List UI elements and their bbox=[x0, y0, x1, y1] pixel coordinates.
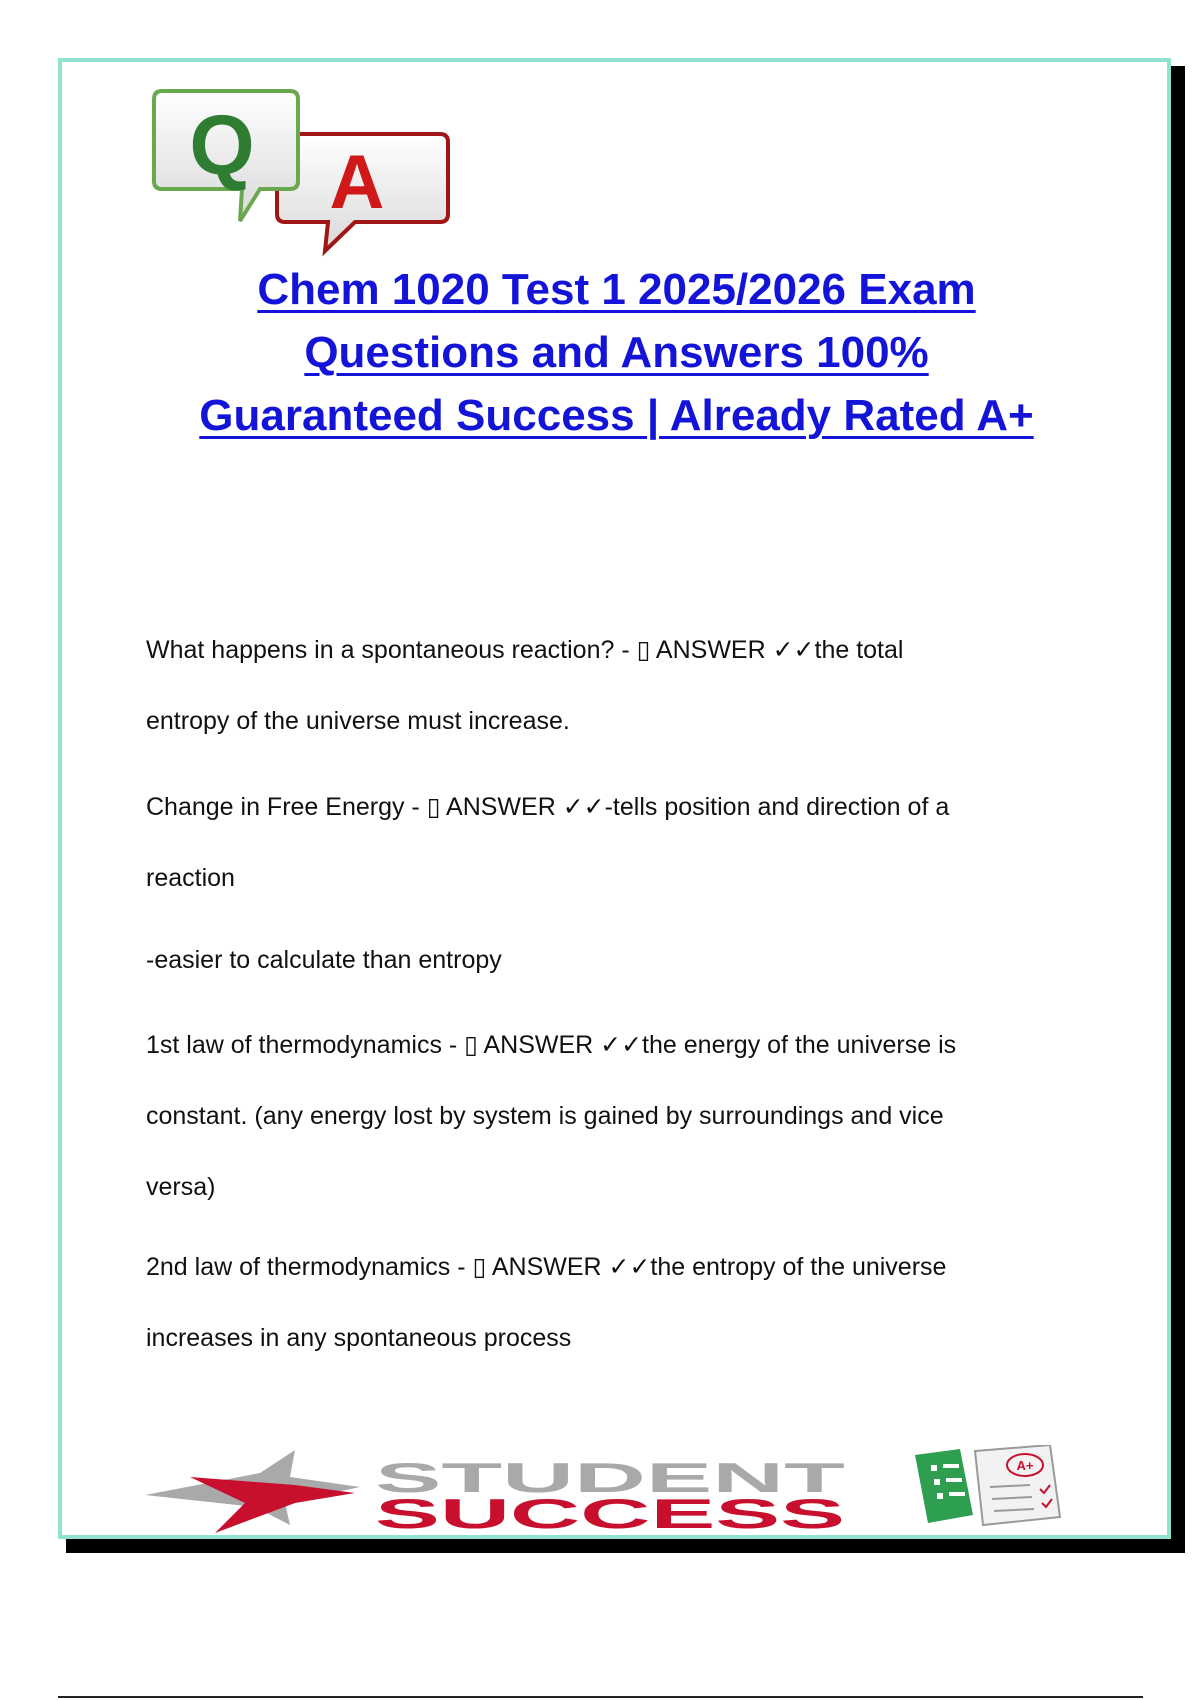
green-document-icon bbox=[915, 1449, 973, 1523]
qa-line: -easier to calculate than entropy bbox=[146, 946, 502, 974]
title-line-2: Questions and Answers 100% bbox=[304, 328, 929, 377]
qa-item-first-law bbox=[146, 1010, 1086, 1223]
qa-line: 2nd law of thermodynamics - ▯ ANSWER ✓✓the entropy of the universe bbox=[146, 1253, 947, 1281]
brand-word-success: SUCCESS bbox=[375, 1490, 845, 1535]
qa-line: reaction bbox=[146, 864, 235, 892]
brand-word-student: STUDENT bbox=[375, 1454, 846, 1501]
graded-paper-icon bbox=[975, 1445, 1060, 1525]
qa-item-second-law bbox=[146, 1232, 1086, 1374]
qa-line: entropy of the universe must increase. bbox=[146, 707, 570, 735]
qa-line: increases in any spontaneous process bbox=[146, 1324, 572, 1352]
qa-line: versa) bbox=[146, 1173, 216, 1201]
q-letter: Q bbox=[189, 98, 255, 192]
grade-badge: A+ bbox=[1016, 1458, 1034, 1473]
bottom-rule bbox=[58, 1696, 1143, 1698]
star-swoosh-icon bbox=[145, 1450, 360, 1533]
qa-logo bbox=[150, 86, 450, 261]
document-title bbox=[100, 258, 1133, 447]
qa-item-easier-calculate bbox=[146, 925, 1086, 996]
qa-item-spontaneous-reaction bbox=[146, 615, 1086, 757]
qa-line: 1st law of thermodynamics - ▯ ANSWER ✓✓the energy of the universe is bbox=[146, 1031, 957, 1059]
qa-item-free-energy bbox=[146, 772, 1086, 914]
title-line-1: Chem 1020 Test 1 2025/2026 Exam bbox=[257, 265, 976, 314]
qa-line: What happens in a spontaneous reaction? - ▯ ANSWER ✓✓the total bbox=[146, 636, 904, 664]
a-speech-bubble bbox=[277, 134, 448, 251]
qa-line: Change in Free Energy - ▯ ANSWER ✓✓-tells position and direction of a bbox=[146, 793, 950, 821]
student-success-logo bbox=[145, 1445, 1085, 1535]
a-letter: A bbox=[329, 140, 385, 225]
title-line-3: Guaranteed Success | Already Rated A+ bbox=[199, 391, 1034, 440]
qa-line: constant. (any energy lost by system is gained by surroundings and vice bbox=[146, 1102, 944, 1130]
